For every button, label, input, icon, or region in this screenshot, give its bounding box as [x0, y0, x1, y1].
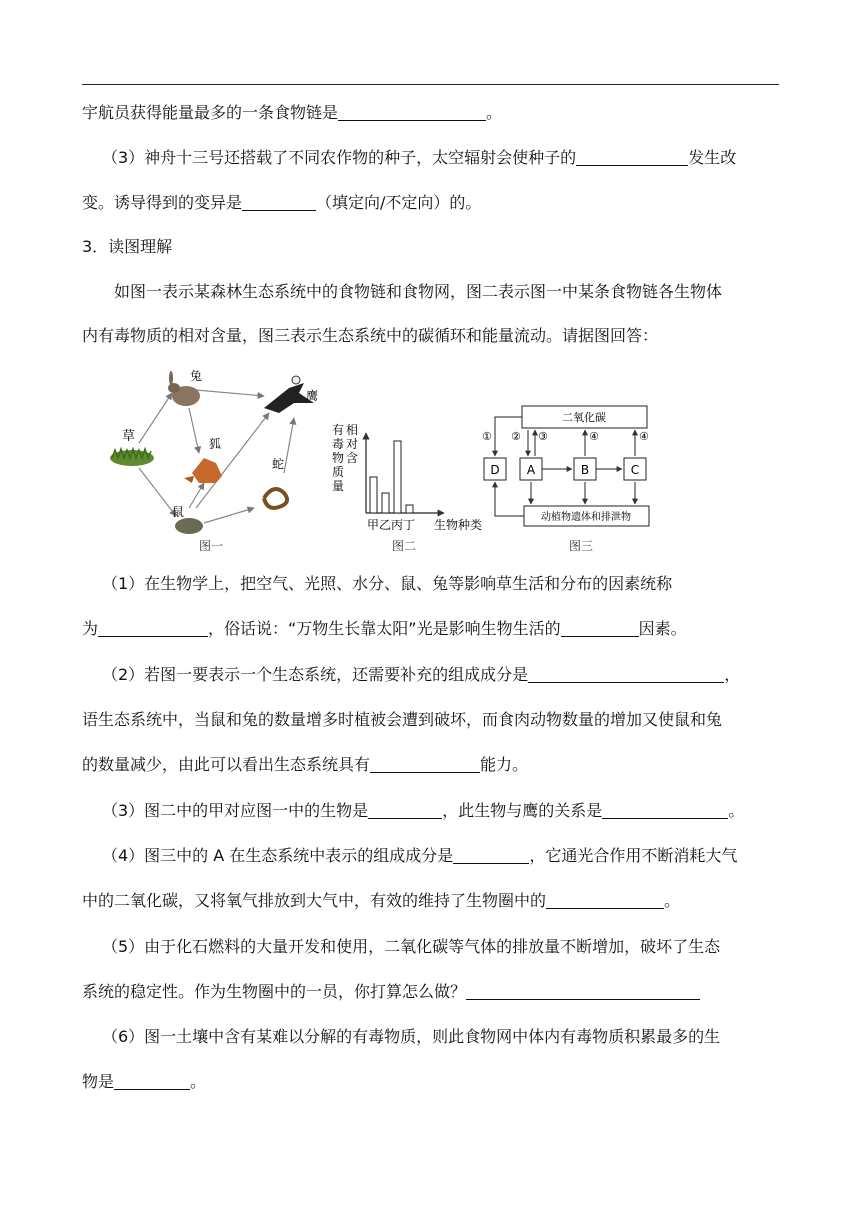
- label-rabbit: 兔: [190, 369, 203, 383]
- waste-label: 动植物遗体和排泄物: [541, 512, 631, 523]
- ylabel-column-2: 相对含: [346, 423, 359, 465]
- co2-label: 二氧化碳: [562, 411, 606, 424]
- category-label-3: 丁: [403, 518, 416, 532]
- label-fox: 狐: [209, 437, 222, 451]
- text-line: [82, 193, 481, 213]
- answer-blank[interactable]: [242, 194, 316, 211]
- text: （填定向/不定向）的。: [316, 193, 482, 212]
- text: 内有毒物质的相对含量，图三表示生态系统中的碳循环和能量流动。请据图回答：: [82, 326, 659, 345]
- text-line: [82, 326, 658, 346]
- text-line: [102, 1027, 720, 1047]
- bar-2: [394, 441, 401, 513]
- bar-1: [382, 493, 389, 513]
- text-line: [102, 801, 744, 821]
- text: 物是: [82, 1072, 115, 1091]
- text-line: [82, 619, 687, 639]
- text-line: [82, 891, 680, 911]
- figure-one-caption: 图一: [199, 539, 224, 553]
- text-line: [102, 937, 720, 957]
- text-line: [102, 574, 672, 594]
- figure-two: [332, 422, 482, 553]
- label-grass: 草: [122, 429, 136, 444]
- text-line: [82, 1072, 206, 1092]
- ylabel-column-1: 有毒物质量: [332, 423, 345, 493]
- text-line: [82, 982, 700, 1002]
- text: （4）图三中的 A 在生态系统中表示的组成成分是: [102, 846, 454, 865]
- answer-blank[interactable]: [528, 666, 724, 683]
- answer-blank[interactable]: [561, 620, 639, 637]
- box-a-label: A: [526, 463, 536, 477]
- text: 。: [486, 103, 503, 122]
- mark-2: ②: [511, 430, 521, 443]
- label-eagle: 鹰: [306, 389, 319, 403]
- text-line: [82, 710, 722, 730]
- figure-three: [482, 406, 649, 553]
- figure-three-caption: 图三: [569, 539, 594, 553]
- category-label-2: 丙: [391, 518, 404, 532]
- answer-blank[interactable]: [453, 847, 529, 864]
- text-line: [102, 148, 736, 168]
- xlabel: 生物种类: [434, 518, 483, 532]
- answer-blank[interactable]: [338, 104, 486, 121]
- text: 系统的稳定性。作为生物圈中的一员，你打算怎么做？: [82, 982, 467, 1001]
- mark-1: ①: [482, 430, 492, 443]
- label-mouse: 鼠: [172, 505, 185, 519]
- figure-one: [104, 358, 329, 558]
- text: （1）在生物学上，把空气、光照、水分、鼠、兔等影响草生活和分布的因素统称: [102, 574, 673, 593]
- text: ，此生物与鹰的关系是: [442, 801, 603, 820]
- text: ，: [724, 665, 741, 684]
- category-label-0: 甲: [367, 518, 380, 532]
- text: 宇航员获得能量最多的一条食物链是: [82, 103, 339, 122]
- answer-blank[interactable]: [466, 983, 700, 1000]
- answer-blank[interactable]: [576, 149, 688, 166]
- bar-3: [406, 505, 413, 513]
- text: 因素。: [638, 619, 687, 638]
- text: （5）由于化石燃料的大量开发和使用，二氧化碳等气体的排放量不断增加，破坏了生态: [102, 937, 721, 956]
- text: 变。诱导得到的变异是: [82, 193, 243, 212]
- answer-blank[interactable]: [546, 892, 664, 909]
- text: 3．读图理解: [82, 237, 173, 256]
- mark-4a: ④: [589, 430, 599, 443]
- text-line: [82, 103, 502, 123]
- text-line: [82, 755, 528, 775]
- category-label-1: 乙: [379, 518, 392, 532]
- question-heading: [82, 237, 172, 257]
- mark-3: ③: [538, 430, 548, 443]
- text: （2）若图一要表示一个生态系统，还需要补充的组成成分是: [102, 665, 529, 684]
- bar-0: [370, 477, 377, 513]
- figure-two-caption: 图二: [392, 539, 417, 553]
- figures: [104, 358, 664, 558]
- box-d-label: D: [490, 463, 500, 477]
- text: （3）图二中的甲对应图一中的生物是: [102, 801, 369, 820]
- text-line: [114, 282, 722, 302]
- answer-blank[interactable]: [98, 620, 208, 637]
- text: 发生改: [688, 148, 737, 167]
- text: 能力。: [480, 755, 529, 774]
- text: ，俗话说：“万物生长靠太阳”光是影响生物生活的: [208, 619, 561, 638]
- mark-4b: ④: [639, 430, 649, 443]
- text: 的数量减少，由此可以看出生态系统具有: [82, 755, 371, 774]
- text: 。: [664, 891, 681, 910]
- box-b-label: B: [580, 463, 590, 477]
- text: 如图一表示某森林生态系统中的食物链和食物网，图二表示图一中某条食物链各生物体: [114, 282, 723, 301]
- label-snake: 蛇: [272, 457, 285, 471]
- mouse-icon: [175, 518, 203, 534]
- text: 。: [728, 801, 745, 820]
- text: ，它通光合作用不断消耗大气: [529, 846, 738, 865]
- text-line: [102, 846, 737, 866]
- text: （6）图一土壤中含有某难以分解的有毒物质，则此食物网中体内有毒物质积累最多的生: [102, 1027, 721, 1046]
- box-c-label: C: [630, 463, 640, 477]
- text: （3）神舟十三号还搭载了不同农作物的种子，太空辐射会使种子的: [102, 148, 577, 167]
- text: 中的二氧化碳，又将氧气排放到大气中，有效的维持了生物圈中的: [82, 891, 547, 910]
- text: 。: [190, 1072, 207, 1091]
- answer-blank[interactable]: [368, 802, 442, 819]
- answer-blank[interactable]: [370, 756, 480, 773]
- answer-blank[interactable]: [114, 1073, 190, 1090]
- text: 为: [82, 619, 99, 638]
- text: 语生态系统中，当鼠和兔的数量增多时植被会遭到破坏，而食肉动物数量的增加又使鼠和兔: [82, 710, 723, 729]
- header-rule: [82, 84, 779, 85]
- text-line: [102, 665, 740, 685]
- answer-blank[interactable]: [602, 802, 728, 819]
